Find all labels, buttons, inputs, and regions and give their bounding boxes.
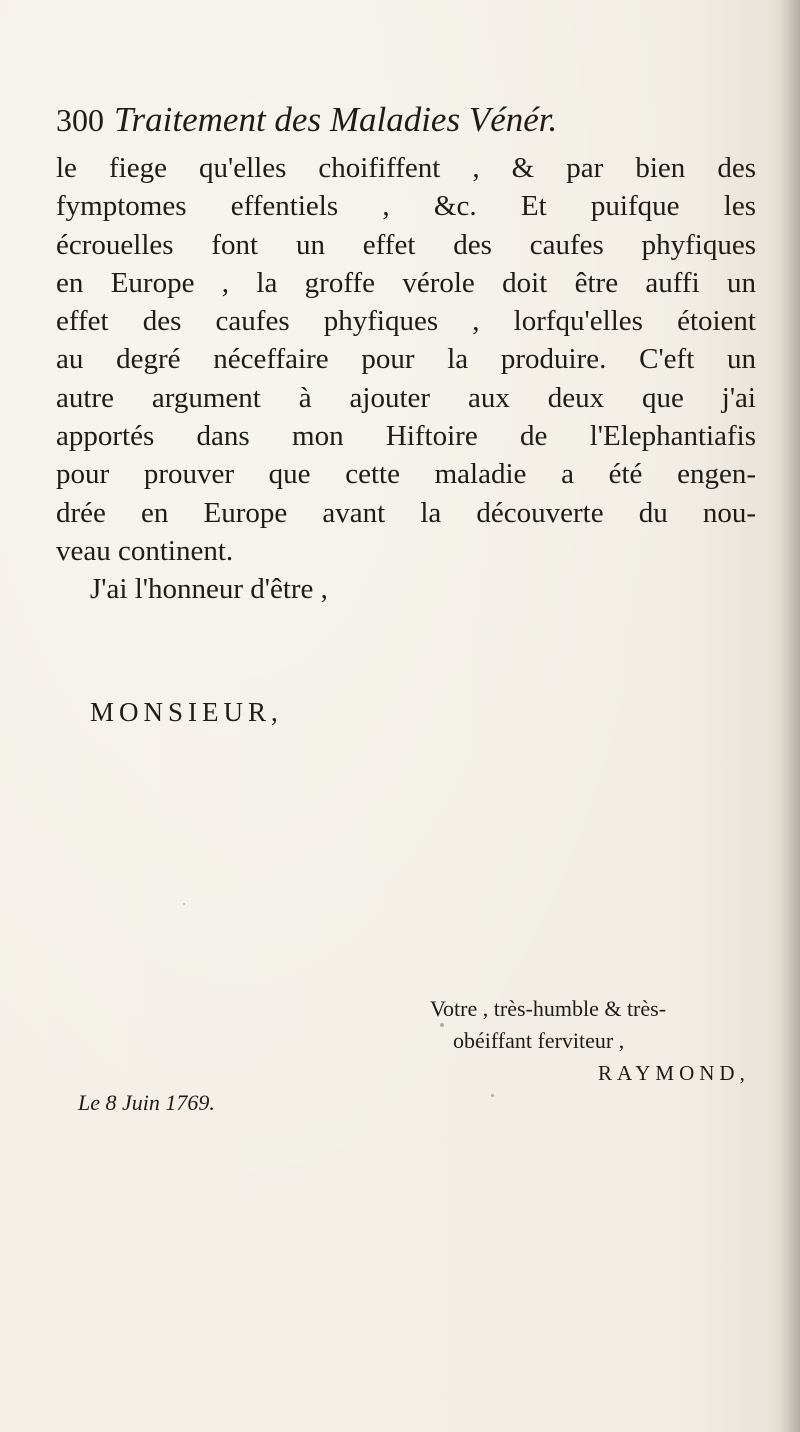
letter-date: Le 8 Juin 1769. [78,1090,215,1115]
text-line: en Europe , la groffe vérole doit être auffi un [56,266,756,299]
closing-line-2: obéiffant ferviteur , [453,1028,625,1053]
running-title: Traitement des Maladies Vénér. [114,100,558,139]
text-line: veau continent. [56,534,234,567]
text-line: le fiege qu'elles choififfent , & par bien des [56,152,756,184]
text-line: pour prouver que cette maladie a été engen- [56,458,756,491]
text-line: au degré néceffaire pour la produire. C'eft un [56,343,756,376]
signature: RAYMOND, [598,1061,750,1085]
body-text [56,149,756,609]
closing-formula: J'ai l'honneur d'être , [90,573,328,606]
page-edge-shadow [778,0,800,1432]
text-line: apportés dans mon Hiftoire de l'Elephantiafis [56,420,756,453]
text-line: autre argument à ajouter aux deux que j'ai [56,381,756,414]
salutation: MONSIEUR, [90,697,283,727]
page-header [56,100,557,140]
paper-speck [491,1094,494,1097]
page-number: 300 [56,102,104,138]
paper-speck [440,1023,444,1027]
text-line: fymptomes effentiels , &c. Et puifque les [56,190,756,223]
letter-closing [430,993,750,1089]
paper-speck [183,903,185,905]
text-line: effet des caufes phyfiques , lorfqu'elles étoient [56,305,756,338]
closing-line-1: Votre , très-humble & très- [430,996,667,1021]
text-line: écrouelles font un effet des caufes phyfiques [56,228,756,261]
text-line: drée en Europe avant la découverte du nou- [56,496,756,529]
